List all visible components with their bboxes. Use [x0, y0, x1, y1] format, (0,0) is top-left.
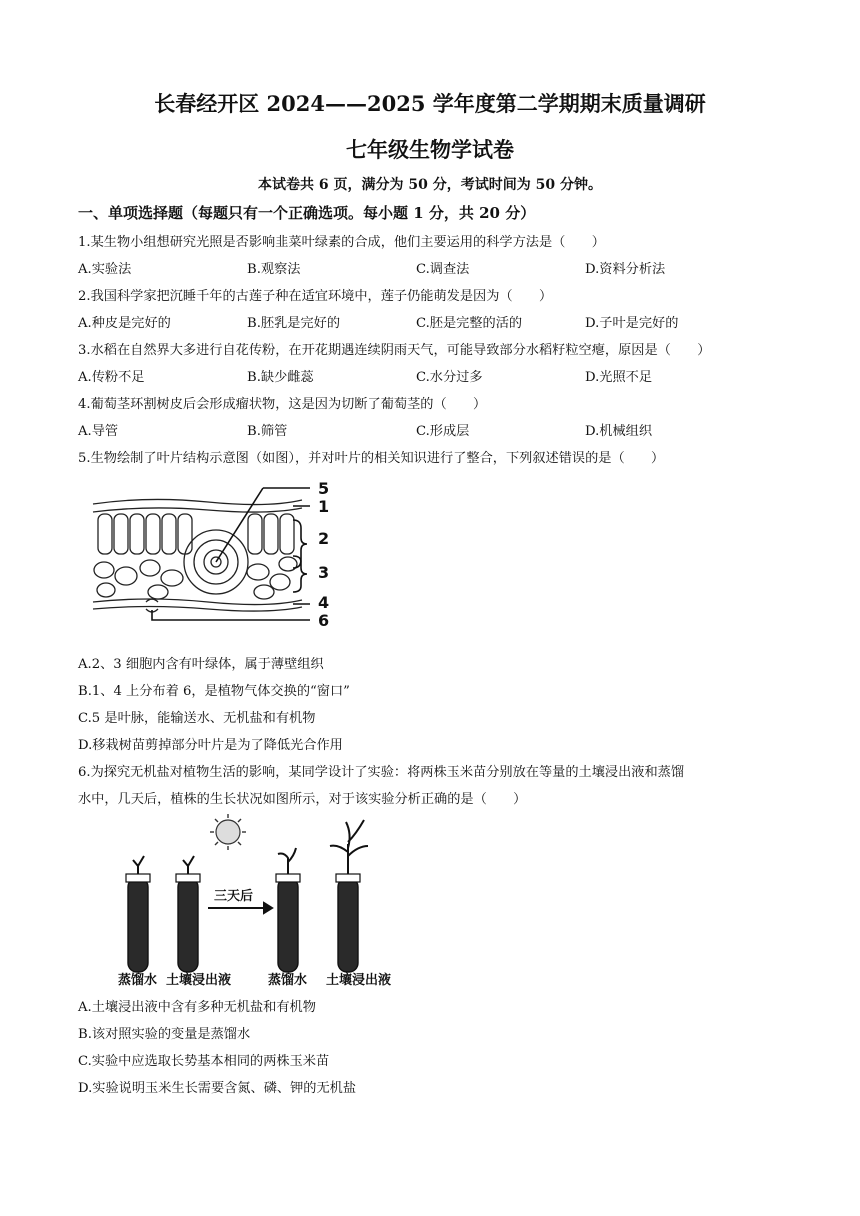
q5-option-b: B.1、4 上分布着 6，是植物气体交换的“窗口”: [78, 684, 350, 699]
leaf-label-4: 4: [318, 593, 330, 612]
exam-note: 本试卷共 6 页，满分为 50 分，考试时间为 50 分钟。: [258, 177, 602, 193]
arrow-label: 三天后: [214, 889, 254, 904]
question-5-stem: 5.生物绘制了叶片结构示意图（如图），并对叶片的相关知识进行了整合，下列叙述错误的是（ ）: [78, 451, 665, 466]
q5-option-d: D.移栽树苗剪掉部分叶片是为了降低光合作用: [78, 738, 343, 753]
tube-label-3: 蒸馏水: [268, 973, 308, 988]
tube-1: [128, 878, 148, 972]
question-3-stem: 3.水稻在自然界大多进行自花传粉，在开花期遇连续阴雨天气，可能导致部分水稻籽粒空瘪，原因是（ ）: [78, 343, 711, 358]
section-heading: 一、单项选择题（每题只有一个正确选项。每小题 1 分，共 20 分）: [78, 204, 536, 222]
q2-option-c: C.胚是完整的活的: [416, 316, 523, 331]
tube-label-1: 蒸馏水: [118, 973, 158, 988]
q6-option-a: A.土壤浸出液中含有多种无机盐和有机物: [78, 1000, 316, 1015]
leaf-label-5: 5: [318, 479, 330, 498]
q1-option-b: B.观察法: [247, 262, 301, 277]
leaf-label-1: 1: [318, 497, 330, 516]
arrow-icon: [208, 903, 272, 913]
leaf-label-2: 2: [318, 529, 330, 548]
q4-option-d: D.机械组织: [585, 424, 653, 439]
seedling-experiment-figure: [118, 812, 413, 988]
exam-subtitle: 七年级生物学试卷: [346, 137, 514, 162]
q3-option-d: D.光照不足: [585, 370, 653, 385]
q4-option-b: B.筛管: [247, 424, 288, 439]
tube-label-4: 土壤浸出液: [326, 973, 392, 988]
question-6-stem-line2: 水中，几天后，植株的生长状况如图所示，对于该实验分析正确的是（ ）: [78, 792, 527, 807]
q4-option-a: A.导管: [78, 424, 119, 439]
q1-option-d: D.资料分析法: [585, 262, 666, 277]
q3-option-b: B.缺少雌蕊: [247, 370, 314, 385]
question-1-stem: 1.某生物小组想研究光照是否影响韭菜叶绿素的合成，他们主要运用的科学方法是（ ）: [78, 235, 605, 250]
q5-option-c: C.5 是叶脉，能输送水、无机盐和有机物: [78, 711, 316, 726]
sun-icon: [210, 814, 246, 850]
leaf-label-3: 3: [318, 563, 330, 582]
tube-label-2: 土壤浸出液: [166, 973, 232, 988]
tube-4: [338, 878, 358, 972]
q6-option-b: B.该对照实验的变量是蒸馏水: [78, 1027, 251, 1042]
leaf-cross-section-drawing: [93, 499, 302, 612]
question-2-stem: 2.我国科学家把沉睡千年的古莲子种在适宜环境中，莲子仍能萌发是因为（ ）: [78, 289, 553, 304]
question-4-stem: 4.葡萄茎环割树皮后会形成瘤状物，这是因为切断了葡萄茎的（ ）: [78, 397, 487, 412]
q2-option-b: B.胚乳是完好的: [247, 316, 341, 331]
q5-option-a: A.2、3 细胞内含有叶绿体，属于薄壁组织: [78, 657, 324, 672]
tube-2: [178, 878, 198, 972]
q4-option-c: C.形成层: [416, 424, 470, 439]
leaf-label-6: 6: [318, 611, 330, 630]
leaf-structure-figure: [88, 478, 348, 630]
q3-option-a: A.传粉不足: [78, 370, 145, 385]
tube-3: [278, 878, 298, 972]
q3-option-c: C.水分过多: [416, 370, 483, 385]
q2-option-d: D.子叶是完好的: [585, 316, 679, 331]
q1-option-a: A.实验法: [78, 262, 132, 277]
q1-option-c: C.调查法: [416, 262, 470, 277]
question-6-stem-line1: 6.为探究无机盐对植物生活的影响，某同学设计了实验：将两株玉米苗分别放在等量的土壤浸出液和蒸馏: [78, 765, 685, 780]
seedlings: [133, 820, 368, 874]
q6-option-c: C.实验中应选取长势基本相同的两株玉米苗: [78, 1054, 330, 1069]
q2-option-a: A.种皮是完好的: [78, 316, 171, 331]
page-title: 长春经开区 2024——2025 学年度第二学期期末质量调研: [154, 91, 706, 116]
q6-option-d: D.实验说明玉米生长需要含氮、磷、钾的无机盐: [78, 1081, 357, 1096]
